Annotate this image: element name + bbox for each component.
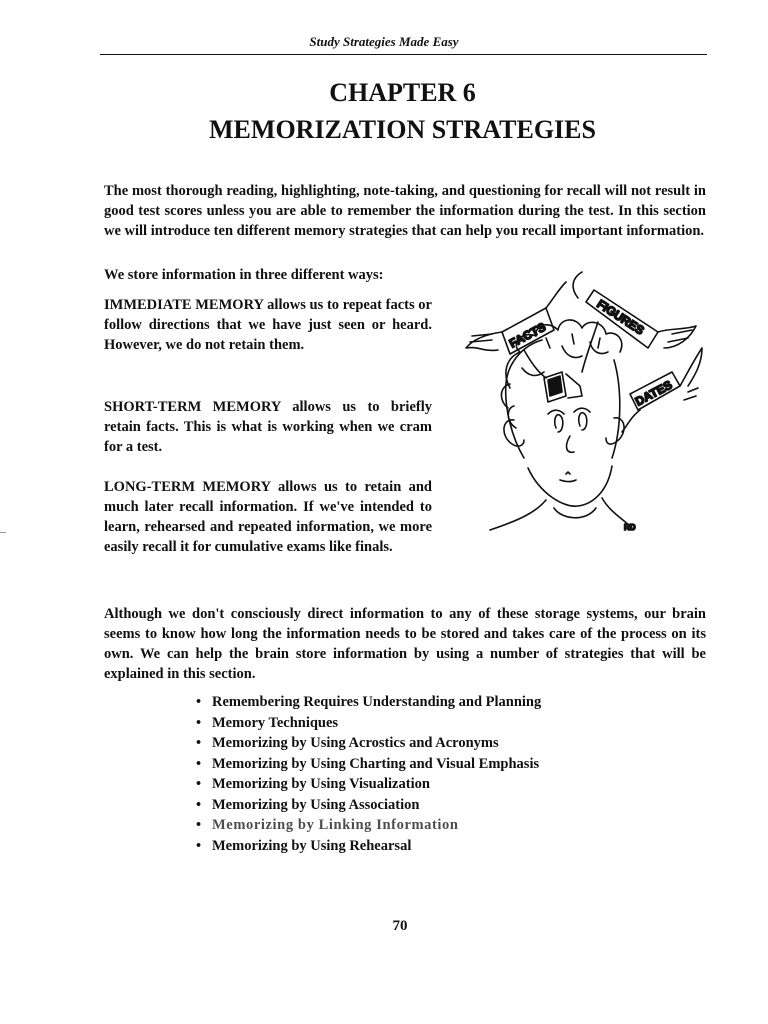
strategy-item xyxy=(196,692,541,713)
strategy-item xyxy=(196,754,541,775)
tag-facts: FACTS xyxy=(506,319,549,351)
strategy-item xyxy=(196,713,541,734)
margin-mark xyxy=(0,532,6,533)
bullet-icon: • xyxy=(196,735,202,751)
bullet-icon: • xyxy=(196,796,202,813)
strategy-item xyxy=(196,836,541,857)
tag-dates: DATES xyxy=(632,377,675,409)
strategy-item xyxy=(196,733,541,754)
bullet-icon: • xyxy=(196,714,202,731)
bullet-icon: • xyxy=(196,755,202,772)
store-ways-line: We store information in three different ways: xyxy=(104,267,384,283)
intro-paragraph: The most thorough reading, highlighting, note-taking, and questioning for recall will not result in good test scores unless you are able to remember the information during the test. In this section we will introduce ten different memory strategies that can help you recall important information. xyxy=(104,183,706,239)
strategy-label: Memorizing by Using Acrostics and Acronyms xyxy=(212,735,499,751)
strategy-list xyxy=(196,692,541,856)
strategy-label: Memorizing by Using Visualization xyxy=(212,776,430,792)
jaw-outline xyxy=(528,466,612,506)
right-eye xyxy=(579,413,587,430)
page-number: 70 xyxy=(392,918,408,934)
strategy-item xyxy=(196,815,541,836)
long-term-memory-paragraph: LONG-TERM MEMORY allows us to retain and much later recall information. If we've intended to learn, rehearsed and repeated information, we more easily recall it for cumulative exams like finals. xyxy=(104,479,432,555)
chapter-title: MEMORIZATION STRATEGIES xyxy=(209,115,596,144)
brain-cartoon-illustration xyxy=(462,268,722,546)
header-rule xyxy=(100,54,707,55)
immediate-memory-paragraph: IMMEDIATE MEMORY allows us to repeat facts or follow directions that we have just seen or heard. However, we do not retain them. xyxy=(104,297,432,353)
chapter-number: CHAPTER 6 xyxy=(329,78,476,107)
strategy-label: Memorizing by Using Association xyxy=(212,796,420,813)
short-term-memory-paragraph: SHORT-TERM MEMORY allows us to briefly retain facts. This is what is working when we cram for a test. xyxy=(104,399,432,455)
right-ear xyxy=(606,418,624,444)
strategy-item xyxy=(196,774,541,795)
mouth xyxy=(560,480,576,482)
bullet-icon: • xyxy=(196,694,202,710)
shoulder-left xyxy=(490,500,546,530)
strategy-label: Memorizing by Using Charting and Visual Emphasis xyxy=(212,755,540,772)
artist-initials: RD xyxy=(624,523,636,532)
left-ear xyxy=(504,420,524,446)
running-header: Study Strategies Made Easy xyxy=(309,34,459,49)
tag-figures: FIGURES xyxy=(594,296,647,338)
strategy-label: Memory Techniques xyxy=(212,714,339,731)
nose xyxy=(567,436,574,452)
strategy-label: Remembering Requires Understanding and Planning xyxy=(212,694,542,710)
strategy-label: Memorizing by Linking Information xyxy=(212,817,459,833)
strategy-item xyxy=(196,795,541,816)
bullet-icon: • xyxy=(196,817,202,833)
strategy-label: Memorizing by Using Rehearsal xyxy=(212,837,412,854)
left-eye xyxy=(555,415,563,432)
bullet-icon: • xyxy=(196,837,202,854)
bullet-icon: • xyxy=(196,776,202,792)
facts-winged-tag xyxy=(466,282,566,378)
although-paragraph: Although we don't consciously direct information to any of these storage systems, our brain seems to know how long the information needs to be stored and takes care of the process on its own. We can help the brain store information by using a number of strategies that will be explained in this section. xyxy=(104,606,706,682)
